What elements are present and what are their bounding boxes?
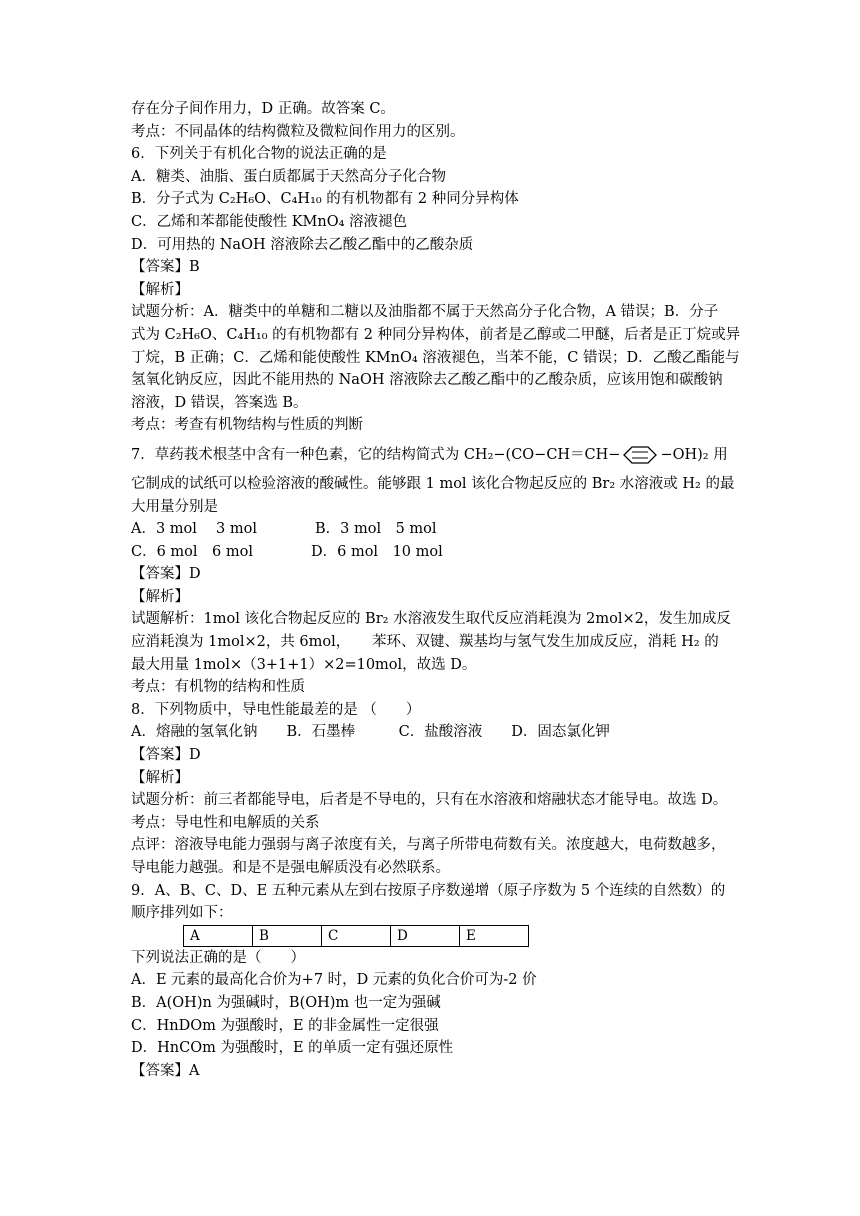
question-9: 9．A、B、C、D、E 五种元素从左到右按原子序数递增（原子序数为 5 个连续的自然数）的 bbox=[131, 882, 726, 899]
text-line: 最大用量 1mol×（3+1+1）×2=10mol，故选 D。 bbox=[131, 656, 477, 673]
text-line: 导电能力越强。和是不是强电解质没有必然联系。 bbox=[131, 860, 450, 876]
option-d: D．HnCOm 为强酸时，E 的单质一定有强还原性 bbox=[131, 1040, 454, 1057]
knowledge-point: 考点：考查有机物结构与性质的判断 bbox=[131, 417, 363, 434]
option-d: D．可用热的 NaOH 溶液除去乙酸乙酯中的乙酸杂质 bbox=[131, 236, 474, 253]
knowledge-point: 考点：导电性和电解质的关系 bbox=[131, 814, 320, 831]
text-line: 顺序排列如下： bbox=[131, 905, 233, 922]
text-line: 大用量分别是 bbox=[131, 498, 218, 515]
text-line: 下列说法正确的是（ ） bbox=[131, 949, 305, 966]
analysis-heading: 【解析】 bbox=[131, 588, 189, 605]
text-line: 溶液，D 错误，答案选 B。 bbox=[131, 394, 308, 411]
option-b: B．A(OH)n 为强碱时，B(OH)m 也一定为强碱 bbox=[131, 994, 441, 1011]
text-line: 它制成的试纸可以检验溶液的酸碱性。能够跟 1 mol 该化合物起反应的 Br₂ 水溶液或 H₂ 的最 bbox=[131, 475, 735, 492]
table-cell: A bbox=[184, 925, 253, 946]
knowledge-point: 考点：有机物的结构和性质 bbox=[131, 679, 305, 696]
table-cell: C bbox=[322, 925, 391, 946]
text-line: 试题解析：1mol 该化合物起反应的 Br₂ 水溶液发生取代反应消耗溴为 2mol×2，发生加成反 bbox=[131, 611, 731, 628]
text-line: 试题分析：A．糖类中的单糖和二糖以及油脂都不属于天然高分子化合物，A 错误；B．分子 bbox=[131, 304, 719, 321]
option-c: C．HnDOm 为强酸时，E 的非金属性一定很强 bbox=[131, 1017, 439, 1034]
option-a: A．糖类、油脂、蛋白质都属于天然高分子化合物 bbox=[131, 168, 446, 185]
text-line: 考点：不同晶体的结构微粒及微粒间作用力的区别。 bbox=[131, 123, 465, 140]
option-a: A．E 元素的最高化合价为+7 时，D 元素的负化合价可为-2 价 bbox=[131, 972, 537, 989]
option-c: C．乙烯和苯都能使酸性 KMnO₄ 溶液褪色 bbox=[131, 213, 408, 230]
question-8: 8．下列物质中，导电性能最差的是 （ ） bbox=[131, 701, 421, 718]
answer: 【答案】B bbox=[131, 259, 200, 276]
question-6: 6．下列关于有机化合物的说法正确的是 bbox=[131, 146, 387, 163]
text-line: 存在分子间作用力，D 正确。故答案 C。 bbox=[131, 101, 395, 117]
text-line: 应消耗溴为 1mol×2，共 6mol， 苯环、双键、羰基均与氢气发生加成反应，消耗 H₂ 的 bbox=[131, 634, 719, 651]
table-cell: D bbox=[391, 925, 460, 946]
question-7 bbox=[131, 437, 731, 473]
option-b: B．分子式为 C₂H₆O、C₄H₁₀ 的有机物都有 2 种同分异构体 bbox=[131, 191, 519, 208]
comment: 点评：溶液导电能力强弱与离子浓度有关，与离子所带电荷数有关。浓度越大，电荷数越多， bbox=[131, 837, 726, 854]
options: A．熔融的氢氧化钠 B．石墨棒 C．盐酸溶液 D．固态氯化钾 bbox=[131, 724, 610, 741]
element-table bbox=[183, 925, 529, 947]
analysis-heading: 【解析】 bbox=[131, 281, 189, 298]
text-line: 式为 C₂H₆O、C₄H₁₀ 的有机物都有 2 种同分异构体，前者是乙醇或二甲醚，后者是正丁烷或异 bbox=[131, 326, 741, 343]
answer: 【答案】D bbox=[131, 566, 201, 583]
analysis-heading: 【解析】 bbox=[131, 769, 189, 786]
text-line: 丁烷，B 正确；C．乙烯和能使酸性 KMnO₄ 溶液褪色，当苯不能，C 错误；D．乙酸乙酯能与 bbox=[131, 349, 740, 366]
table-cell: E bbox=[460, 925, 529, 946]
table-row bbox=[184, 925, 529, 946]
text-line: 氢氧化钠反应，因此不能用热的 NaOH 溶液除去乙酸乙酯中的乙酸杂质，应该用饱和碳酸钠 bbox=[131, 372, 723, 389]
question-7-text-end: −OH)₂ 用 bbox=[660, 446, 728, 463]
answer: 【答案】A bbox=[131, 1062, 200, 1079]
text-line: 试题分析：前三者都能导电，后者是不导电的，只有在水溶液和熔融状态才能导电。故选 D。 bbox=[131, 792, 728, 809]
answer: 【答案】D bbox=[131, 747, 201, 764]
benzene-ring-icon bbox=[620, 444, 660, 466]
question-7-text-start: 7．草药莪术根茎中含有一种色素，它的结构简式为 CH₂−(CO−CH＝CH− bbox=[131, 446, 621, 463]
options-cd: C．6 mol 6 mol D．6 mol 10 mol bbox=[131, 543, 443, 560]
table-cell: B bbox=[253, 925, 322, 946]
document-page bbox=[131, 98, 741, 1082]
options-ab: A．3 mol 3 mol B．3 mol 5 mol bbox=[131, 521, 437, 538]
